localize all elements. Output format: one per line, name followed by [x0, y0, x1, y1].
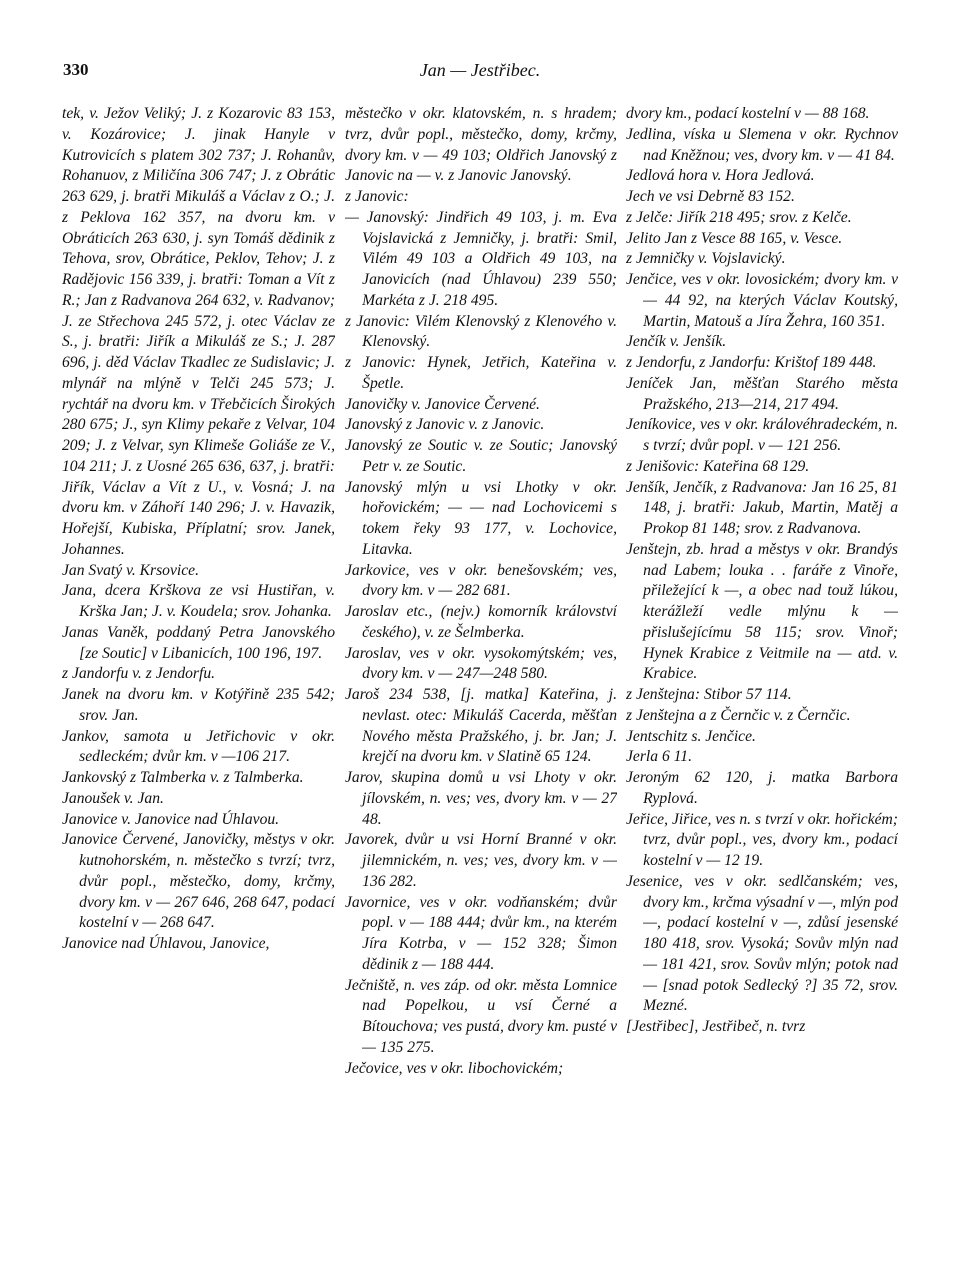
- index-entry: Jedlina, víska u Slemena v okr. Rychnov nad Kněžnou; ves, dvory km. v — 41 84.: [626, 125, 898, 164]
- index-entry: Jaroš 234 538, [j. matka] Kateřina, j. nevlast. otec: Mikuláš Cacerda, měšťan Nového města Pražského, j. br. Jan; J. krejčí na dvoru km. v Slatině 65 124.: [345, 686, 617, 766]
- running-head: Jan — Jestřibec.: [419, 60, 541, 80]
- index-entry: dvory km., podací kostelní v — 88 168.: [626, 105, 870, 122]
- page-header: [0, 60, 960, 88]
- index-entry: z Jenštejna: Stibor 57 114.: [626, 686, 792, 703]
- index-entry: z Janovic: Hynek, Jetřich, Kateřina v. Špetle.: [345, 354, 617, 392]
- page-number: 330: [63, 60, 89, 79]
- index-entry: Janoušek v. Jan.: [62, 789, 164, 807]
- index-entry: z Jenštejna a z Černčic v. z Černčic.: [626, 706, 851, 724]
- index-entry: Jaroslav etc., (nejv.) komorník království českého), v. ze Šelmberka.: [345, 603, 617, 641]
- index-entry: z Janovic:: [345, 188, 409, 205]
- index-entry: Jedlová hora v. Hora Jedlová.: [626, 167, 815, 185]
- index-entry: Jeřice, Jiřice, ves n. s tvrzí v okr. hořickém; tvrz, dvůr popl., ves, dvory km., podací kostelní v — 12 19.: [626, 810, 898, 869]
- index-entry: Jelito Jan z Vesce 88 165, v. Vesce.: [626, 229, 843, 247]
- index-entry: Janovský z Janovic v. z Janovic.: [345, 416, 545, 434]
- index-entry: Ječniště, n. ves záp. od okr. města Lomnice nad Popelkou, u vsí Černé a Bítouchova; ves pustá, dvory km. pusté v — 135 275.: [345, 976, 617, 1056]
- index-entry: tek, v. Ježov Veliký; J. z Kozarovic 83 153, v. Kozárovice; J. jinak Hanyle v Kutrovicích s platem 302 737; J. Rohanův, Rohanuov, z Miličína 306 747; J. z Obrátic 263 629, j. bratři Mikuláš a Václav z O.; J. z Peklova 162 357, na dvoru km. v Obráticích 263 630, j. syn Tomáš dědinik z Tehova, srov, Obrátice, Peklov, Tehov; J. z Radějovic 156 339, j. bratři: Toman a Vít z R.; Jan z Radvanova 264 632, v. Radvanov; J. ze Střechova 245 572, j. otec Václav ze S., j. bratři: Jiřík a Mikuláš ze S.; J. 287 696, j. děd Václav Tkadlec ze Sudislavic; J. mlynář na mlýně v Telči 245 573; J. rychtář na dvoru km. v Třebčicích Širokých 280 675; J., syn Klimy pekaře z Velvar, 104 209; J. z Velvar, syn Klimeše Goliáše ze V., 104 211; J. z Uosné 265 636, 637, j. bratři: Jiřík, Václav a Vít z U., v. Vosná; J. na dvoru km. v Záhoří 140 296; J. v. Havazik, Hořejší, Kubiska, Příplatní; srov. Janek, Johannes.: [62, 105, 335, 558]
- index-entry: Jana, dcera Krškova ze vsi Hustiřan, v. Krška Jan; J. v. Koudela; srov. Johanka.: [62, 582, 335, 620]
- column-3: [626, 104, 898, 1264]
- index-entry: městečko v okr. klatovském, n. s hradem; tvrz, dvůr popl., městečko, domy, krčmy, dvory km. v — 49 103; Oldřich Janovský z Janovic na — v. z Janovic Janovský.: [345, 105, 617, 185]
- index-entry: Janovičky v. Janovice Červené.: [345, 395, 540, 413]
- index-entry: Jarkovice, ves v okr. benešovském; ves, dvory km. v — 282 681.: [345, 561, 617, 600]
- index-entry: z Jenišovic: Kateřina 68 129.: [626, 457, 810, 475]
- index-entry: Jerla 6 11.: [626, 748, 692, 766]
- index-entry: Jeníček Jan, měšťan Starého města Pražského, 213—214, 217 494.: [626, 374, 898, 413]
- index-entry: Janovský ze Soutic v. ze Soutic; Janovský Petr v. ze Soutic.: [345, 437, 617, 475]
- index-entry: Jarov, skupina domů u vsi Lhoty v okr. jílovském, n. ves; ves, dvory km. v — 27 48.: [345, 769, 617, 828]
- index-entry: [Jestřibec], Jestřibeč, n. tvrz: [626, 1018, 806, 1035]
- index-entry: Janovice nad Úhlavou, Janovice,: [62, 935, 270, 952]
- index-entry: Javorek, dvůr u vsi Horní Branné v okr. jilemnickém, n. ves; ves, dvory km. v — 136 282.: [345, 831, 617, 890]
- index-entry: — Janovský: Jindřich 49 103, j. m. Eva Vojslavická z Jemničky, j. bratři: Smil, Vilém 49 103 a Oldřich 49 103, na Janovicích (nad Úhlavou) 239 550; Markéta z J. 218 495.: [345, 208, 617, 309]
- index-entry: Janovice v. Janovice nad Úhlavou.: [62, 810, 280, 828]
- index-entry: Janovice Červené, Janovičky, městys v okr. kutnohorském, n. městečko s tvrzí; tvrz, dvůr popl., městečko, domy, krčmy, dvory km. v — 267 646, 268 647, podací kostelní v — 268 647.: [62, 831, 335, 932]
- index-entry: Jesenice, ves v okr. sedlčanském; ves, dvory km., krčma výsadní v —, mlýn pod —, podací kostelní v —, zdůsí jesenské 180 418, srov. Vysoká; Sovův mlýn nad — 181 421, srov. Sovův mlýn; potok nad — [snad potok Sedlecký ?] 35 72, srov. Mezné.: [626, 872, 898, 1015]
- index-entry: Jaroslav, ves v okr. vysokomýtském; ves, dvory km. v — 247—248 580.: [345, 644, 617, 683]
- index-entry: Jankovský z Talmberka v. z Talmberka.: [62, 769, 304, 786]
- index-entry: Jenštejn, zb. hrad a městys v okr. Brandýs nad Labem; louka . . faráře z Vinoře, přiležející k —, a obec nad touž lúkou, kterážleží vedle mlýnu k — přislušejícímu 58 115; srov. Vinoř; Hynek Krabice z Veitmile na — atd. v. Krabice.: [626, 540, 898, 683]
- index-entry: Jenčice, ves v okr. lovosickém; dvory km. v — 44 92, na kterých Václav Koutský, Martin, Matouš a Jíra Žehra, 160 351.: [626, 271, 898, 330]
- column-2: [345, 104, 617, 1264]
- index-entry: z Janovic: Vilém Klenovský z Klenového v. Klenovský.: [345, 312, 617, 351]
- index-entry: z Jelče: Jiřík 218 495; srov. z Kelče.: [626, 208, 852, 226]
- index-entry: z Jandorfu v. z Jendorfu.: [62, 665, 216, 683]
- index-entry: Jenčík v. Jenšík.: [626, 333, 727, 351]
- index-entry: Janek na dvoru km. v Kotýřině 235 542; srov. Jan.: [62, 686, 335, 724]
- index-entry: Jeroným 62 120, j. matka Barbora Ryplová.: [626, 769, 898, 807]
- index-entry: Jan Svatý v. Krsovice.: [62, 561, 199, 579]
- index-entry: Javornice, ves v okr. vodňanském; dvůr popl. v — 188 444; dvůr km., na kterém Jíra Kotrba, v — 152 328; Šimon dědinik z — 188 444.: [345, 893, 617, 973]
- index-entry: Jenšík, Jenčík, z Radvanova: Jan 16 25, 81 148, j. bratři: Jakub, Martin, Matěj a Prokop 81 148; srov. z Radvanova.: [626, 478, 898, 537]
- index-entry: z Jendorfu, z Jandorfu: Krištof 189 448.: [626, 354, 877, 371]
- index-entry: Janovský mlýn u vsi Lhotky v okr. hořovickém; — — nad Lochovicemi s tokem řeky 93 177, v. Lochovice, Litavka.: [345, 478, 617, 558]
- column-1: [62, 104, 335, 1264]
- index-entry: Jeníkovice, ves v okr. královéhradeckém, n. s tvrzí; dvůr popl. v — 121 256.: [626, 416, 898, 454]
- index-entry: Ječovice, ves v okr. libochovickém;: [345, 1059, 564, 1077]
- index-entry: Jankov, samota u Jetřichovic v okr. sedleckém; dvůr km. v —106 217.: [62, 727, 335, 766]
- index-entry: Jentschitz s. Jenčice.: [626, 727, 756, 745]
- index-entry: Jech ve vsi Debrně 83 152.: [626, 188, 795, 205]
- index-entry: z Jemničky v. Vojslavický.: [626, 250, 786, 268]
- index-entry: Janas Vaněk, poddaný Petra Janovského [ze Soutic] v Libanicích, 100 196, 197.: [62, 623, 335, 662]
